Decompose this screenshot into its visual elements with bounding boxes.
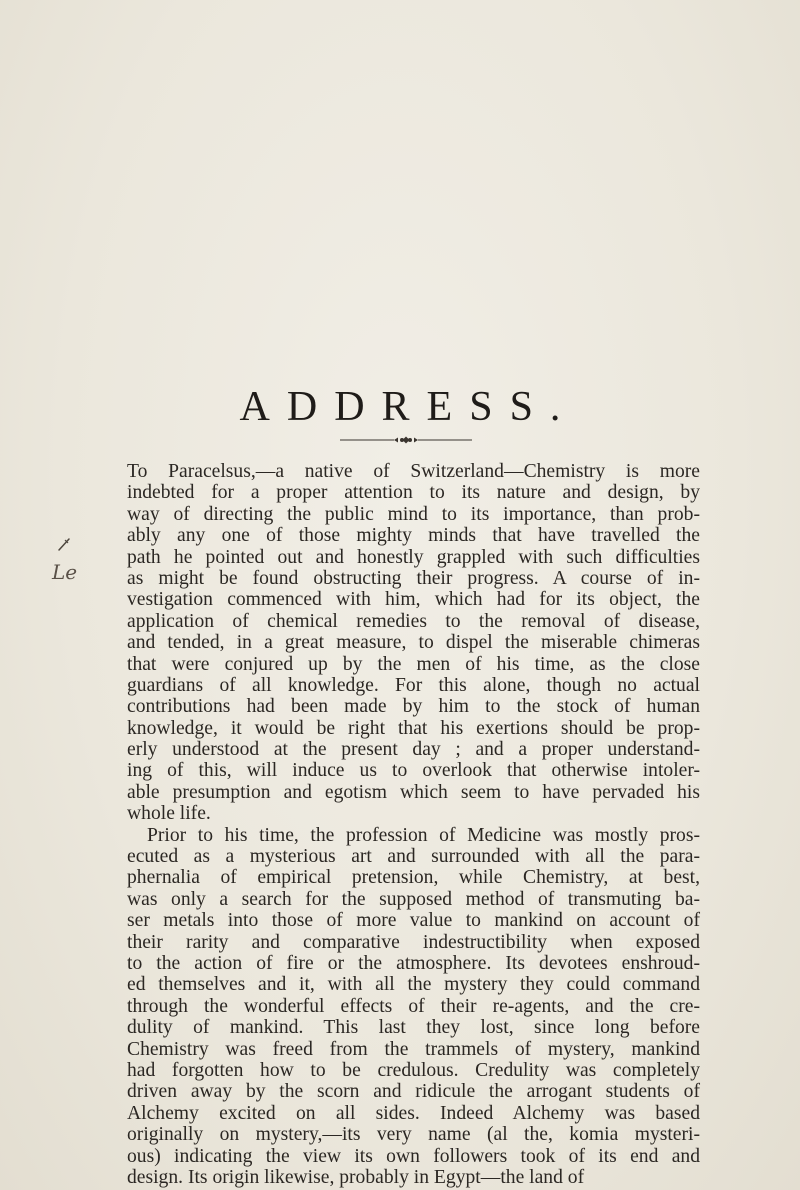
text-line: Chemistry was freed from the trammels of mystery, mankind xyxy=(127,1038,700,1060)
text-line: contributions had been made by him to the stock of human xyxy=(127,696,700,718)
text-line: vestigation commenced with him, which had for its object, the xyxy=(127,589,700,611)
text-line: ecuted as a mysterious art and surrounded with all the para- xyxy=(127,846,700,868)
page-heading: ADDRESS. xyxy=(239,384,578,431)
text-line: as might be found obstructing their progress. A course of in- xyxy=(127,567,700,589)
text-line: was only a search for the supposed method of transmuting ba- xyxy=(127,888,700,910)
margin-annotation: Le xyxy=(52,560,78,584)
paragraph-2 xyxy=(127,825,700,1189)
text-line: and tended, in a great measure, to dispel the miserable chimeras xyxy=(127,632,700,654)
text-line: ing of this, will induce us to overlook that otherwise intoler- xyxy=(127,760,700,782)
text-line: driven away by the scorn and ridicule the arrogant students of xyxy=(127,1081,700,1103)
text-line: way of directing the public mind to its importance, than prob- xyxy=(127,503,700,525)
text-line: through the wonderful effects of their re-agents, and the cre- xyxy=(127,995,700,1017)
text-line: whole life. xyxy=(127,803,211,825)
text-line: erly understood at the present day ; and a proper understand- xyxy=(127,739,700,761)
text-line: design. Its origin likewise, probably in Egypt—the land of xyxy=(127,1166,585,1188)
margin-mark xyxy=(57,538,71,552)
text-line: knowledge, it would be right that his exertions should be prop- xyxy=(127,717,700,739)
text-line: ably any one of those mighty minds that have travelled the xyxy=(127,525,700,547)
text-line: that were conjured up by the men of his time, as the close xyxy=(127,653,700,675)
text-line: originally on mystery,—its very name (al the, komia mysteri- xyxy=(127,1124,700,1146)
text-line: path he pointed out and honestly grappled with such difficulties xyxy=(127,546,700,568)
text-line: ser metals into those of more value to mankind on account of xyxy=(127,910,700,932)
text-line: application of chemical remedies to the removal of disease, xyxy=(127,610,700,632)
text-line: indebted for a proper attention to its nature and design, by xyxy=(127,482,700,504)
text-line: Prior to his time, the profession of Medicine was mostly pros- xyxy=(147,824,700,846)
paragraph-1 xyxy=(127,461,700,825)
text-line: their rarity and comparative indestructibility when exposed xyxy=(127,931,700,953)
text-line: guardians of all knowledge. For this alone, though no actual xyxy=(127,674,700,696)
text-line: To Paracelsus,—a native of Switzerland—Chemistry is more xyxy=(127,461,700,482)
text-line: ous) indicating the view its own followers took of its end and xyxy=(127,1145,700,1167)
body-text xyxy=(127,461,700,1188)
text-line: had forgotten how to be credulous. Credulity was completely xyxy=(127,1059,700,1081)
text-line: dulity of mankind. This last they lost, since long before xyxy=(127,1017,700,1039)
text-line: able presumption and egotism which seem to have pervaded his xyxy=(127,781,700,803)
text-line: ed themselves and it, with all the mystery they could command xyxy=(127,974,700,996)
text-line: to the action of fire or the atmosphere. Its devotees enshroud- xyxy=(127,952,700,974)
text-line: Alchemy excited on all sides. Indeed Alchemy was based xyxy=(127,1102,700,1124)
ornamental-rule xyxy=(340,435,472,445)
text-line: phernalia of empirical pretension, while Chemistry, at best, xyxy=(127,867,700,889)
